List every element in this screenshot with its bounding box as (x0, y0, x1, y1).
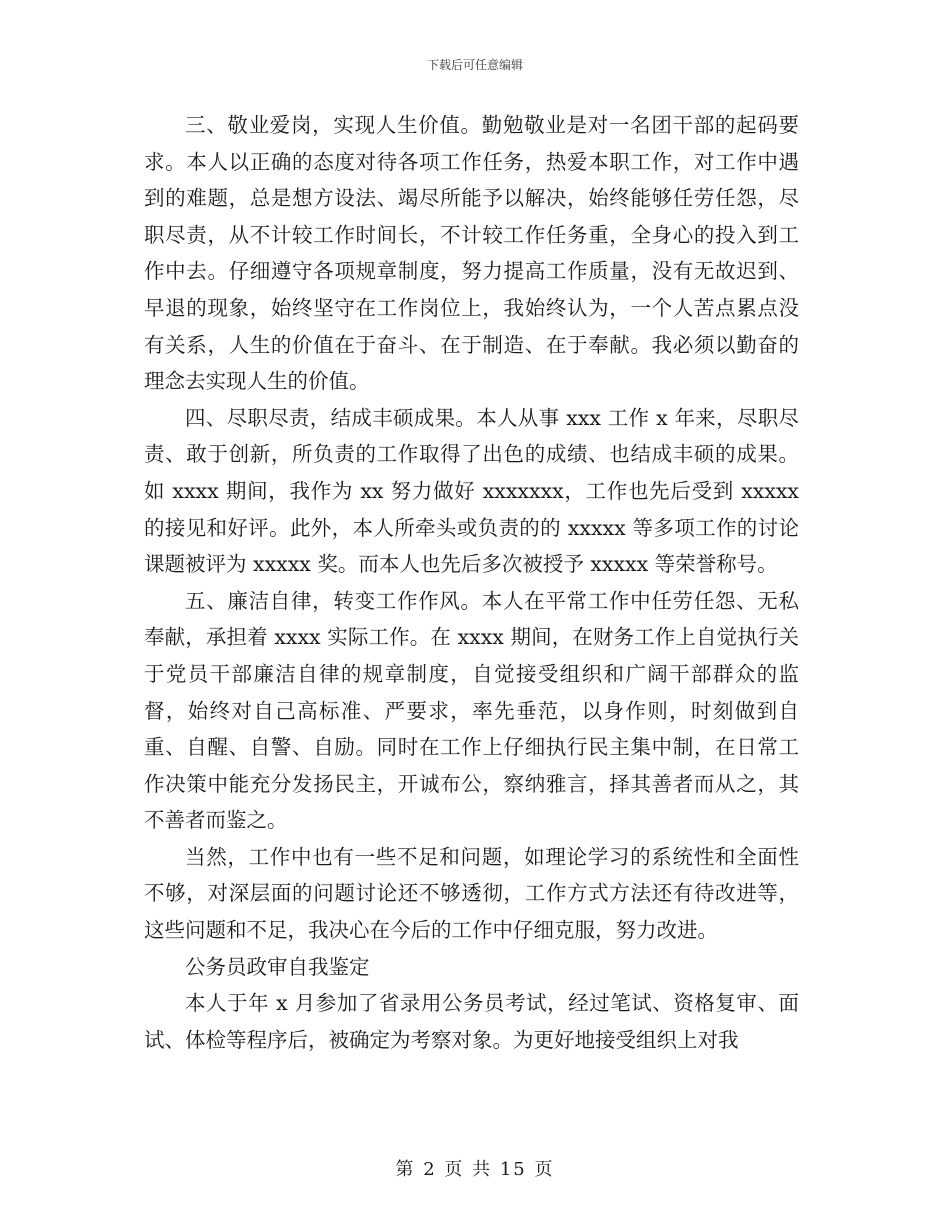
header-note: 下载后可任意编辑 (426, 58, 523, 72)
paragraph-shortcomings: 当然，工作中也有一些不足和问题，如理论学习的系统性和全面性不够，对深层面的问题讨论还不够透彻，工作方式方法还有待改进等，这些问题和不足，我决心在今后的工作中仔细克服，努力改进。 (144, 844, 799, 943)
paragraph-responsibility: 四、尽职尽责，结成丰硕成果。本人从事 xxx 工作 x 年来，尽职尽责、敢于创新，所负责的工作取得了出色的成绩、也结成丰硕的成果。如 xxxx 期间，我作为 xx 努力做好 xxxxxxx，工作也先后受到 xxxxx 的接见和好评。此外，本人所牵头或负责的的 xxxxx 等多项工作的讨论课题被评为 xxxxx 奖。而本人也先后多次被授予 xxxxx 等荣誉称号。 (144, 405, 799, 577)
paragraph-integrity: 五、廉洁自律，转变工作作风。本人在平常工作中任劳任怨、无私奉献，承担着 xxxx 实际工作。在 xxxx 期间，在财务工作上自觉执行关于党员干部廉洁自律的规章制度，自觉接受组织和广阔干部群众的监督，始终对自己高标准、严要求，率先垂范，以身作则，时刻做到自重、自醒、自警、自励。同时在工作上仔细执行民主集中制，在日常工作决策中能充分发扬民主，开诚布公，察纳雅言，择其善者而从之，其不善者而鉴之。 (144, 588, 799, 833)
paragraph-intro: 本人于年 x 月参加了省录用公务员考试，经过笔试、资格复审、面试、体检等程序后，被确定为考察对象。为更好地接受组织上对我 (144, 991, 799, 1052)
section-title: 公务员政审自我鉴定 (185, 954, 370, 979)
document-body (144, 107, 799, 1058)
paragraph-dedication: 三、敬业爱岗，实现人生价值。勤勉敬业是对一名团干部的起码要求。本人以正确的态度对待各项工作任务，热爱本职工作，对工作中遇到的难题，总是想方设法、竭尽所能予以解决，始终能够任劳任怨，尽职尽责，从不计较工作时间长，不计较工作任务重，全身心的投入到工作中去。仔细遵守各项规章制度，努力提高工作质量，没有无故迟到、早退的现象，始终坚守在工作岗位上，我始终认为，一个人苦点累点没有关系，人生的价值在于奋斗、在于制造、在于奉献。我必须以勤奋的理念去实现人生的价值。 (144, 113, 799, 394)
page-number: 第 2 页 共 15 页 (395, 1159, 555, 1180)
